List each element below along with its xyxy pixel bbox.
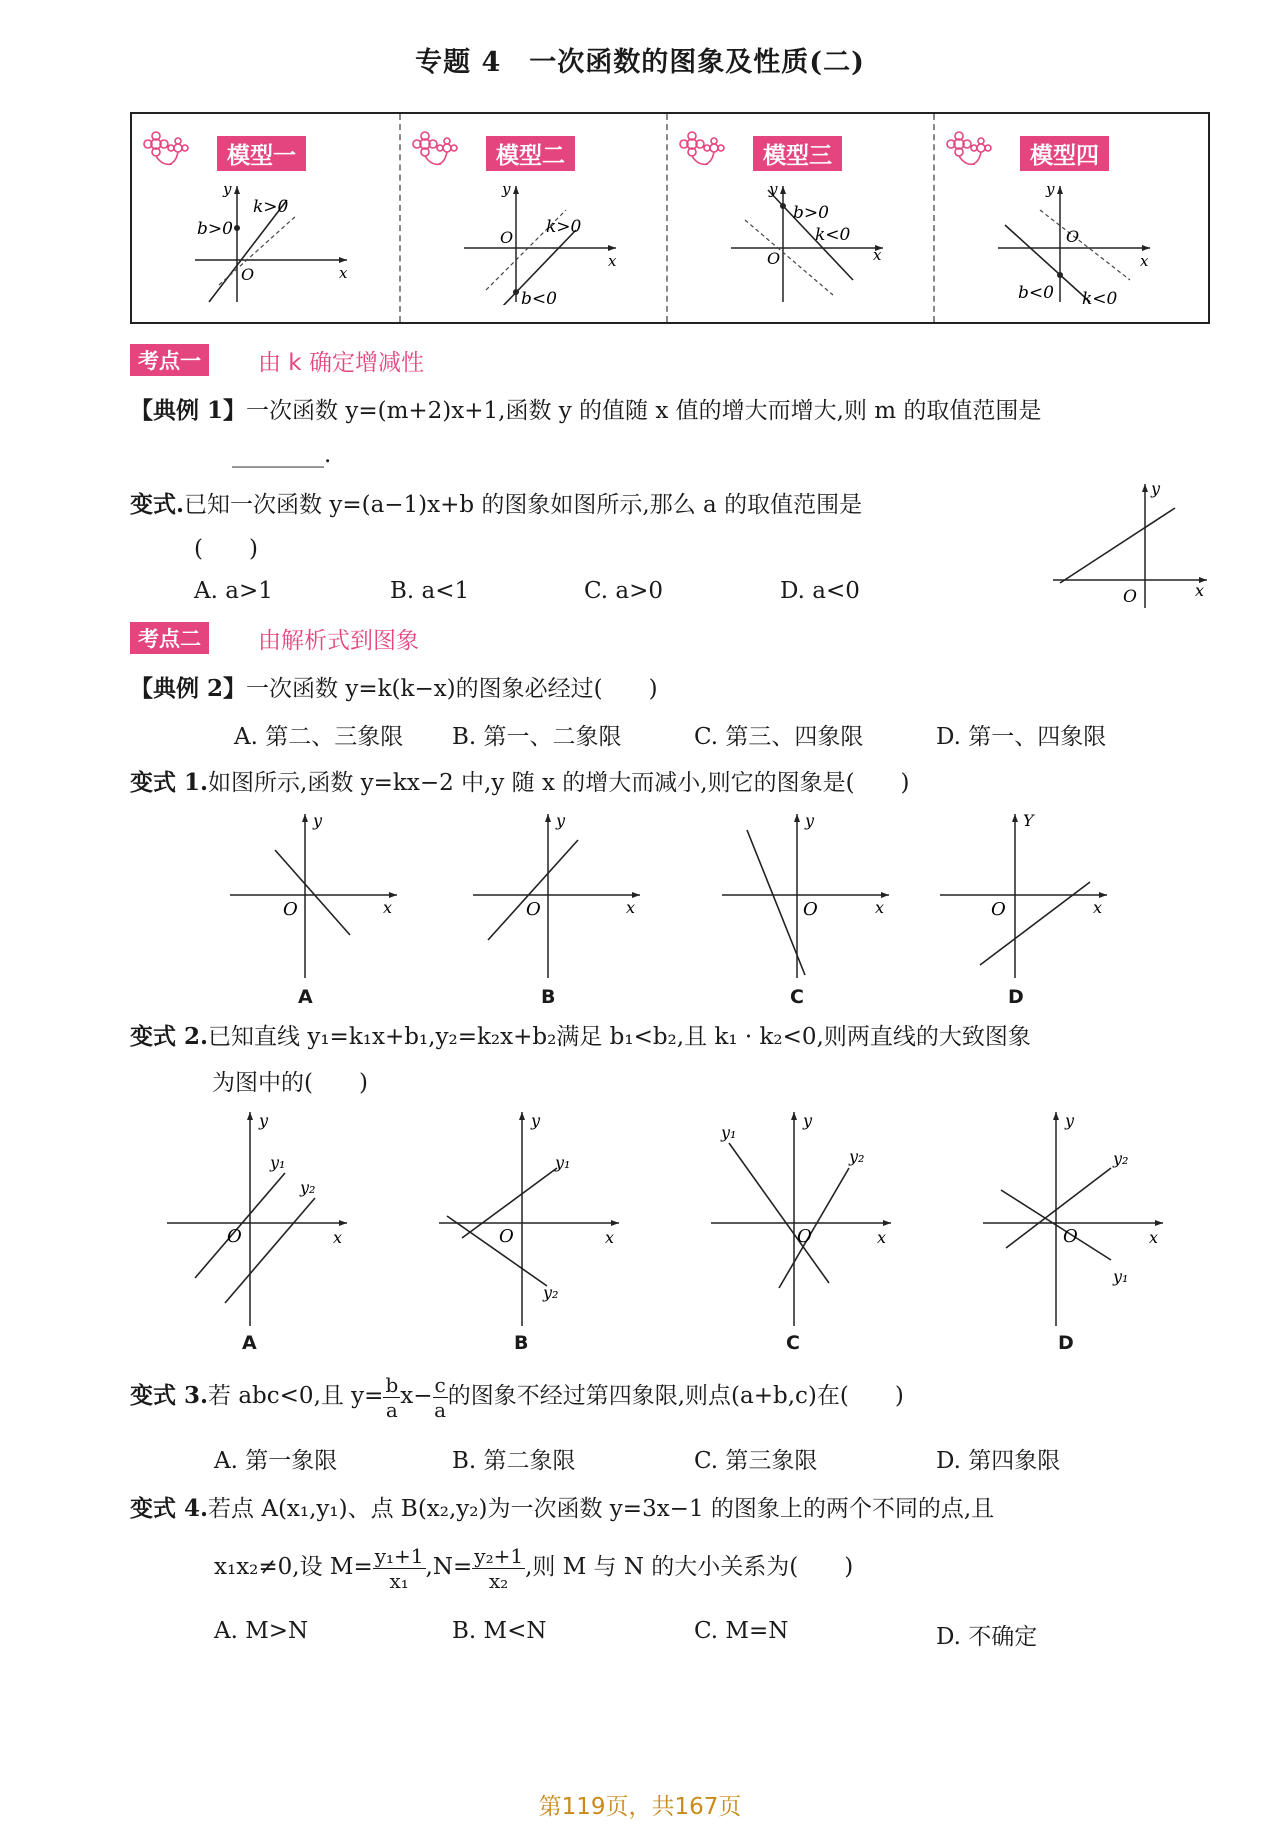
svg-text:x: x [605,1228,615,1247]
svg-text:x: x [877,1228,887,1247]
variant-text: x− [400,1383,433,1409]
model-graph-4 [990,180,1160,305]
option-b: B. 第二象限 [452,1448,576,1474]
annotation: k>0 [253,197,289,217]
variant-text: 已知一次函数 y=(a−1)x+b 的图象如图所示,那么 a 的取值范围是 [184,492,863,518]
svg-text:y: y [313,811,323,830]
model-graph-2 [456,180,626,305]
model-panel-4 [933,114,1202,322]
models-box [130,112,1210,324]
option-d: D. 第一、四象限 [936,724,1107,750]
variant-4 [130,1490,994,1523]
annotation: b>0 [197,219,233,239]
svg-text:y: y [803,1111,813,1130]
model-panel-2 [399,114,668,322]
option-c: C. a>0 [584,578,664,604]
example-text: 一次函数 y=(m+2)x+1,函数 y 的值随 x 值的增大而增大,则 m 的取值范围是 [246,398,1042,424]
graph-label: B [514,1332,529,1354]
annotation: b<0 [1018,283,1054,303]
annotation: O [767,249,781,268]
annotation: x [608,252,617,270]
annotation: O [1066,227,1080,246]
variant-1-graph-d [935,810,1115,980]
annotation: y [223,180,232,198]
annotation: x [1140,252,1149,270]
answer-blank: ________. [232,442,332,468]
option-d: D. 不确定 [936,1624,1038,1650]
variant-text-line2: 为图中的( ) [212,1070,368,1096]
svg-text:Y: Y [1023,811,1034,830]
svg-text:O: O [991,899,1006,920]
variant-3 [130,1370,904,1422]
variant-2-graph-c [709,1108,899,1328]
model-panel-3 [666,114,935,322]
variant-label: 变式 3. [130,1382,209,1409]
option-a: A. M>N [214,1618,309,1644]
graph-label: B [541,986,556,1008]
kaodian-tag: 考点二 [130,622,209,654]
option-b: B. 第一、二象限 [452,724,622,750]
kaodian-title: 由 k 确定增减性 [258,350,424,376]
kaodian-title: 由解析式到图象 [258,628,419,654]
option-b: B. M<N [452,1618,547,1644]
variant-1-graph-c [717,810,897,980]
flower-icon [411,130,471,170]
svg-text:O: O [1123,587,1137,607]
example-2 [130,670,658,703]
variant-text: 如图所示,函数 y=kx−2 中,y 随 x 的增大而减小,则它的图象是( ) [208,770,910,796]
annotation: y [502,180,511,198]
svg-text:y₁: y₁ [270,1153,286,1172]
example-1 [130,392,1041,425]
option-b: B. a<1 [390,578,470,604]
variant-2-graph-b [437,1108,627,1328]
model-graph-3 [723,180,893,305]
svg-text:y: y [1151,479,1161,498]
variant-label: 变式 4. [130,1495,209,1522]
svg-text:y: y [531,1111,541,1130]
svg-text:y₂: y₂ [543,1283,559,1302]
fraction: $\frac{c}{a}$ [434,1372,447,1422]
annotation: x [339,264,348,282]
annotation: k<0 [1082,289,1118,305]
svg-text:y: y [805,811,815,830]
variant-0 [130,486,862,519]
annotation: x [873,246,882,264]
variant-label: 变式 2. [130,1023,209,1050]
option-c: C. 第三象限 [694,1448,818,1474]
annotation: b>0 [793,203,829,223]
svg-text:x: x [383,898,393,917]
page-footer: 第119页，共167页 [538,1794,742,1820]
annotation: y [1046,180,1055,198]
fraction: $\frac{\text{y₁+1}}{\text{x₁}}$ [374,1543,424,1593]
example-label: 【典例 1】 [130,397,247,424]
graph-label: D [1058,1332,1074,1354]
svg-text:O: O [797,1226,812,1247]
svg-text:x: x [626,898,636,917]
answer-paren: ( ) [194,536,258,562]
variant-4-line2: x₁x₂≠0,设 M= $\frac{\text{y₁+1}}{\text{x₁}}$ ,N= $\frac{\text{y₂+1}}{\text{x₂}}$ ,则 M 与 N 的大小关系为( ) [214,1543,854,1593]
svg-text:x: x [1195,581,1205,600]
variant-2-graph-a [165,1108,355,1328]
annotation: O [241,265,255,284]
svg-text:y₂: y₂ [849,1147,865,1166]
svg-text:x: x [875,898,885,917]
variant-label: 变式. [130,491,185,518]
graph-label: D [1008,986,1024,1008]
fraction: $\frac{\text{y₂+1}}{\text{x₂}}$ [474,1543,524,1593]
svg-text:O: O [1063,1226,1078,1247]
svg-text:y₂: y₂ [300,1178,316,1197]
model-panel-1 [132,114,399,322]
annotation: k<0 [815,225,851,245]
svg-text:y: y [556,811,566,830]
variant-1 [130,764,910,797]
graph-label: A [242,1332,257,1354]
svg-text:y₁: y₁ [555,1153,571,1172]
example-text: 一次函数 y=k(k−x)的图象必经过( ) [246,676,658,702]
svg-text:O: O [283,899,298,920]
model-label: 模型二 [486,136,575,171]
option-c: C. 第三、四象限 [694,724,864,750]
svg-text:x: x [333,1228,343,1247]
kaodian-tag: 考点一 [130,344,209,376]
svg-text:y₁: y₁ [721,1123,737,1142]
model-label: 模型四 [1020,136,1109,171]
variant-2 [130,1018,1031,1051]
svg-text:O: O [227,1226,242,1247]
variant-2-graph-d [981,1108,1171,1328]
variant-1-graph-b [468,810,648,980]
variant-label: 变式 1. [130,769,209,796]
graph-label: A [298,986,313,1008]
variant-text: 若 abc<0,且 y= [208,1383,384,1409]
svg-text:O: O [526,899,541,920]
annotation: O [500,228,514,247]
variant-1-graph-a [225,810,405,980]
svg-text:O: O [499,1226,514,1247]
variant-text: 若点 A(x₁,y₁)、点 B(x₂,y₂)为一次函数 y=3x−1 的图象上的两个不同的点,且 [208,1496,995,1522]
annotation: b<0 [521,289,557,305]
graph-label: C [786,1332,800,1354]
annotation: y [769,180,778,198]
flower-icon [142,130,202,170]
model-graph-1 [187,180,357,305]
page-title: 专题 4 一次函数的图象及性质(二) [415,47,865,78]
annotation: k>0 [546,217,582,237]
model-label: 模型一 [217,136,306,171]
flower-icon [678,130,738,170]
option-a: A. 第一象限 [214,1448,338,1474]
flower-icon [945,130,1005,170]
fraction: $\frac{b}{a}$ [385,1372,399,1422]
svg-text:O: O [803,899,818,920]
svg-text:x: x [1093,898,1103,917]
variant-0-graph [1045,478,1215,613]
variant-text: 的图象不经过第四象限,则点(a+b,c)在( ) [447,1383,904,1409]
svg-text:x: x [1149,1228,1159,1247]
option-c: C. M=N [694,1618,789,1644]
variant-text: 已知直线 y₁=k₁x+b₁,y₂=k₂x+b₂满足 b₁<b₂,且 k₁ · k₂<0,则两直线的大致图象 [208,1024,1031,1050]
graph-label: C [790,986,804,1008]
svg-text:y: y [1065,1111,1075,1130]
option-a: A. 第二、三象限 [234,724,404,750]
svg-text:y₂: y₂ [1113,1149,1129,1168]
example-label: 【典例 2】 [130,675,247,702]
svg-text:y: y [259,1111,269,1130]
option-d: D. 第四象限 [936,1448,1061,1474]
option-a: A. a>1 [194,578,273,604]
svg-text:y₁: y₁ [1113,1267,1129,1286]
option-d: D. a<0 [780,578,860,604]
model-label: 模型三 [753,136,842,171]
